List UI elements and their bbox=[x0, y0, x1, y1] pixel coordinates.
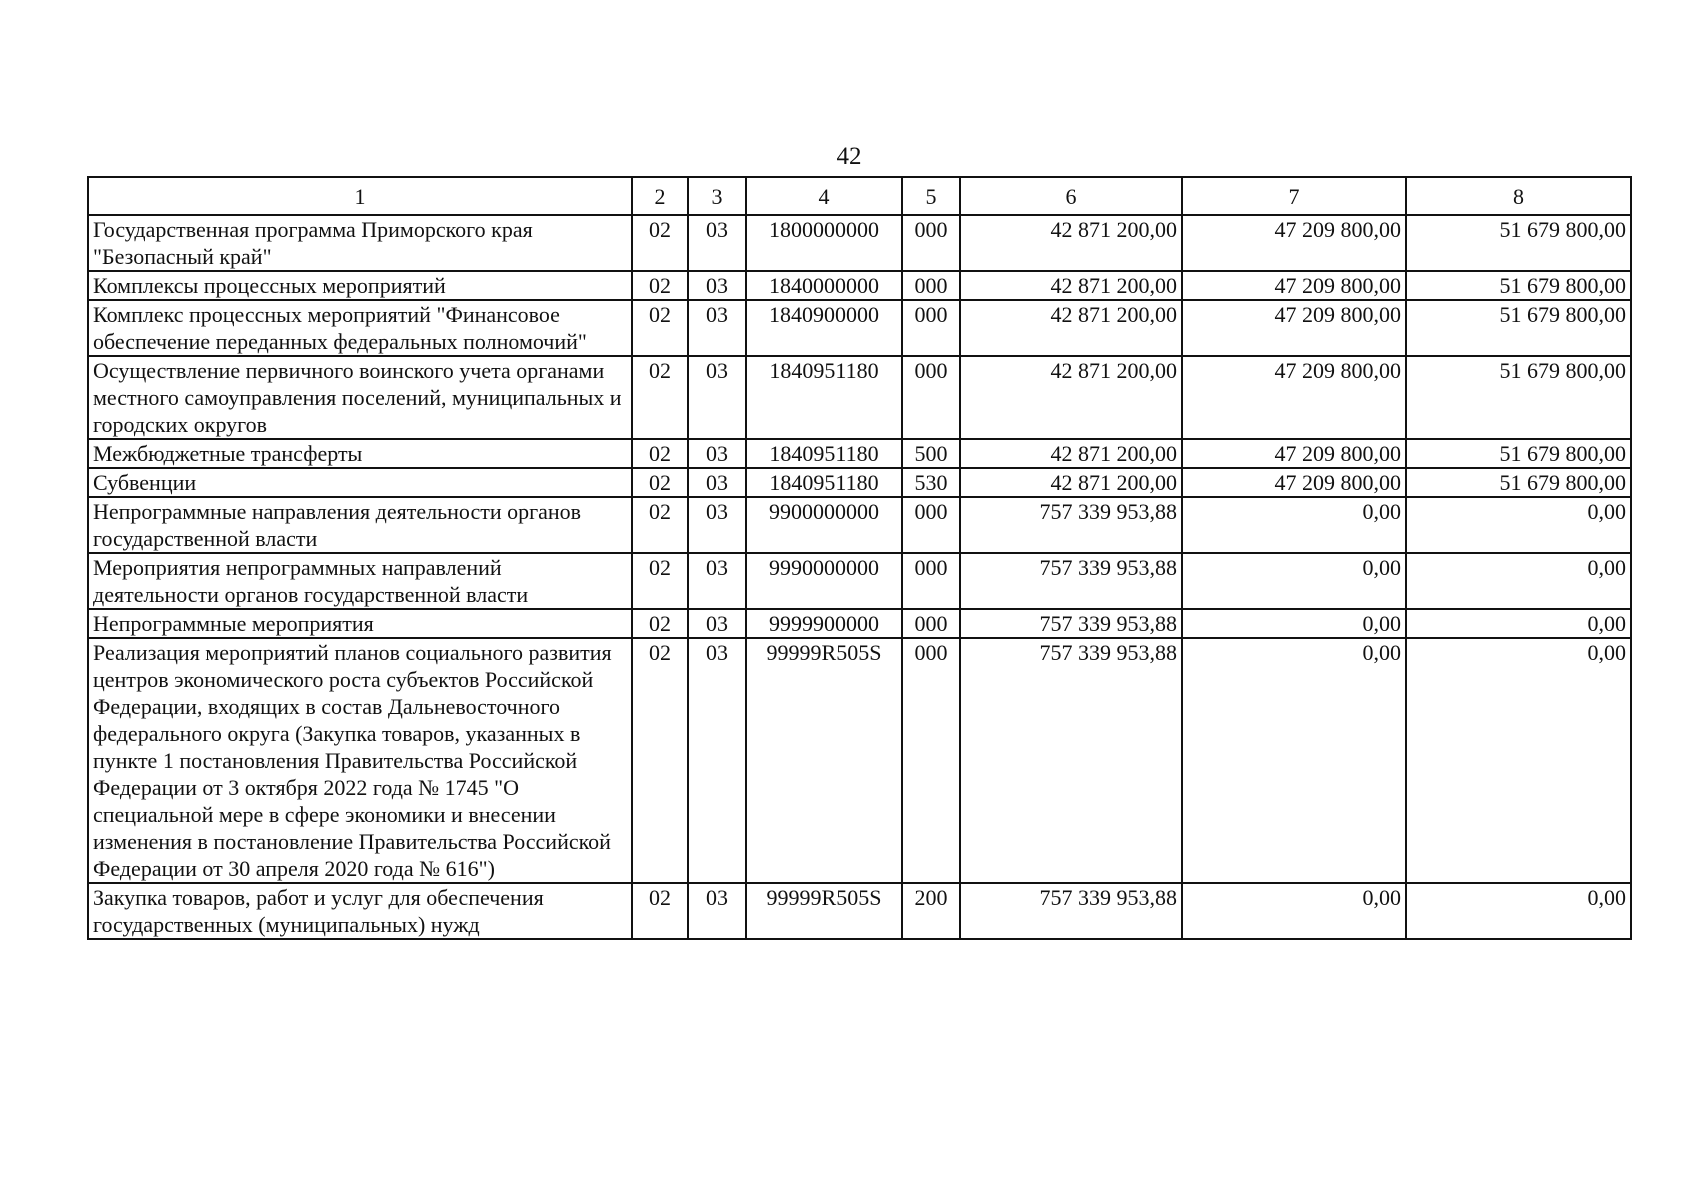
column-header: 3 bbox=[688, 177, 746, 215]
table-row bbox=[88, 497, 1631, 553]
target-article-code: 9990000000 bbox=[746, 553, 902, 609]
expense-type-code: 000 bbox=[902, 356, 960, 439]
section-code: 02 bbox=[632, 883, 688, 939]
row-name: Межбюджетные трансферты bbox=[88, 439, 632, 468]
target-article-code: 9999900000 bbox=[746, 609, 902, 638]
amount-year-3: 51 679 800,00 bbox=[1406, 468, 1631, 497]
amount-year-3: 0,00 bbox=[1406, 609, 1631, 638]
section-code: 02 bbox=[632, 553, 688, 609]
amount-year-3: 51 679 800,00 bbox=[1406, 271, 1631, 300]
row-name: Реализация мероприятий планов социального развития центров экономического роста субъектов Российской Федерации, входящих в состав Дальневосточного федерального округа (Закупка товаров, указанных в пункте 1 постановления Правительства Российской Федерации от 3 октября 2022 года № 1745 "О специальной мере в сфере экономики и внесении изменения в постановление Правительства Российской Федерации от 30 апреля 2020 года № 616") bbox=[88, 638, 632, 883]
section-code: 02 bbox=[632, 497, 688, 553]
column-header: 8 bbox=[1406, 177, 1631, 215]
column-header: 4 bbox=[746, 177, 902, 215]
table-row bbox=[88, 439, 1631, 468]
amount-year-2: 47 209 800,00 bbox=[1182, 356, 1406, 439]
page-number: 42 bbox=[836, 143, 862, 170]
row-name: Непрограммные мероприятия bbox=[88, 609, 632, 638]
row-name: Мероприятия непрограммных направлений деятельности органов государственной власти bbox=[88, 553, 632, 609]
amount-year-1: 757 339 953,88 bbox=[960, 883, 1182, 939]
amount-year-2: 47 209 800,00 bbox=[1182, 215, 1406, 271]
amount-year-3: 0,00 bbox=[1406, 883, 1631, 939]
subsection-code: 03 bbox=[688, 356, 746, 439]
amount-year-2: 0,00 bbox=[1182, 553, 1406, 609]
amount-year-1: 42 871 200,00 bbox=[960, 356, 1182, 439]
section-code: 02 bbox=[632, 300, 688, 356]
target-article-code: 99999R505S bbox=[746, 638, 902, 883]
target-article-code: 1840900000 bbox=[746, 300, 902, 356]
row-name: Непрограммные направления деятельности органов государственной власти bbox=[88, 497, 632, 553]
amount-year-1: 757 339 953,88 bbox=[960, 553, 1182, 609]
column-header: 1 bbox=[88, 177, 632, 215]
section-code: 02 bbox=[632, 638, 688, 883]
expense-type-code: 000 bbox=[902, 638, 960, 883]
subsection-code: 03 bbox=[688, 300, 746, 356]
expense-type-code: 000 bbox=[902, 609, 960, 638]
subsection-code: 03 bbox=[688, 468, 746, 497]
table-row bbox=[88, 215, 1631, 271]
amount-year-2: 0,00 bbox=[1182, 497, 1406, 553]
expense-type-code: 000 bbox=[902, 300, 960, 356]
amount-year-2: 0,00 bbox=[1182, 883, 1406, 939]
target-article-code: 1840951180 bbox=[746, 439, 902, 468]
target-article-code: 1840000000 bbox=[746, 271, 902, 300]
table-row bbox=[88, 468, 1631, 497]
amount-year-1: 757 339 953,88 bbox=[960, 497, 1182, 553]
amount-year-3: 51 679 800,00 bbox=[1406, 300, 1631, 356]
subsection-code: 03 bbox=[688, 271, 746, 300]
target-article-code: 1840951180 bbox=[746, 468, 902, 497]
section-code: 02 bbox=[632, 356, 688, 439]
target-article-code: 1840951180 bbox=[746, 356, 902, 439]
row-name: Закупка товаров, работ и услуг для обеспечения государственных (муниципальных) нужд bbox=[88, 883, 632, 939]
amount-year-1: 42 871 200,00 bbox=[960, 439, 1182, 468]
amount-year-3: 0,00 bbox=[1406, 497, 1631, 553]
expense-type-code: 500 bbox=[902, 439, 960, 468]
expense-type-code: 530 bbox=[902, 468, 960, 497]
subsection-code: 03 bbox=[688, 439, 746, 468]
table-row bbox=[88, 553, 1631, 609]
section-code: 02 bbox=[632, 468, 688, 497]
amount-year-2: 0,00 bbox=[1182, 609, 1406, 638]
section-code: 02 bbox=[632, 215, 688, 271]
amount-year-3: 0,00 bbox=[1406, 638, 1631, 883]
subsection-code: 03 bbox=[688, 215, 746, 271]
expense-type-code: 200 bbox=[902, 883, 960, 939]
table-row bbox=[88, 638, 1631, 883]
amount-year-1: 42 871 200,00 bbox=[960, 300, 1182, 356]
row-name: Государственная программа Приморского края "Безопасный край" bbox=[88, 215, 632, 271]
subsection-code: 03 bbox=[688, 638, 746, 883]
subsection-code: 03 bbox=[688, 609, 746, 638]
table-row bbox=[88, 356, 1631, 439]
target-article-code: 9900000000 bbox=[746, 497, 902, 553]
column-header: 2 bbox=[632, 177, 688, 215]
amount-year-3: 51 679 800,00 bbox=[1406, 439, 1631, 468]
amount-year-1: 42 871 200,00 bbox=[960, 468, 1182, 497]
amount-year-3: 51 679 800,00 bbox=[1406, 356, 1631, 439]
row-name: Комплексы процессных мероприятий bbox=[88, 271, 632, 300]
expense-type-code: 000 bbox=[902, 497, 960, 553]
subsection-code: 03 bbox=[688, 497, 746, 553]
expense-type-code: 000 bbox=[902, 215, 960, 271]
row-name: Осуществление первичного воинского учета органами местного самоуправления поселений, муниципальных и городских округов bbox=[88, 356, 632, 439]
target-article-code: 1800000000 bbox=[746, 215, 902, 271]
section-code: 02 bbox=[632, 271, 688, 300]
section-code: 02 bbox=[632, 609, 688, 638]
header-row bbox=[88, 177, 1631, 215]
section-code: 02 bbox=[632, 439, 688, 468]
amount-year-2: 47 209 800,00 bbox=[1182, 271, 1406, 300]
amount-year-1: 757 339 953,88 bbox=[960, 638, 1182, 883]
table-row bbox=[88, 300, 1631, 356]
amount-year-2: 47 209 800,00 bbox=[1182, 300, 1406, 356]
amount-year-1: 42 871 200,00 bbox=[960, 215, 1182, 271]
target-article-code: 99999R505S bbox=[746, 883, 902, 939]
column-header: 5 bbox=[902, 177, 960, 215]
column-header: 6 bbox=[960, 177, 1182, 215]
amount-year-2: 0,00 bbox=[1182, 638, 1406, 883]
budget-table bbox=[87, 176, 1632, 940]
table-row bbox=[88, 883, 1631, 939]
table-row bbox=[88, 609, 1631, 638]
subsection-code: 03 bbox=[688, 553, 746, 609]
column-header: 7 bbox=[1182, 177, 1406, 215]
amount-year-1: 42 871 200,00 bbox=[960, 271, 1182, 300]
row-name: Комплекс процессных мероприятий "Финансовое обеспечение переданных федеральных полномочий" bbox=[88, 300, 632, 356]
amount-year-2: 47 209 800,00 bbox=[1182, 468, 1406, 497]
amount-year-2: 47 209 800,00 bbox=[1182, 439, 1406, 468]
row-name: Субвенции bbox=[88, 468, 632, 497]
expense-type-code: 000 bbox=[902, 271, 960, 300]
amount-year-1: 757 339 953,88 bbox=[960, 609, 1182, 638]
amount-year-3: 0,00 bbox=[1406, 553, 1631, 609]
amount-year-3: 51 679 800,00 bbox=[1406, 215, 1631, 271]
subsection-code: 03 bbox=[688, 883, 746, 939]
table-row bbox=[88, 271, 1631, 300]
expense-type-code: 000 bbox=[902, 553, 960, 609]
